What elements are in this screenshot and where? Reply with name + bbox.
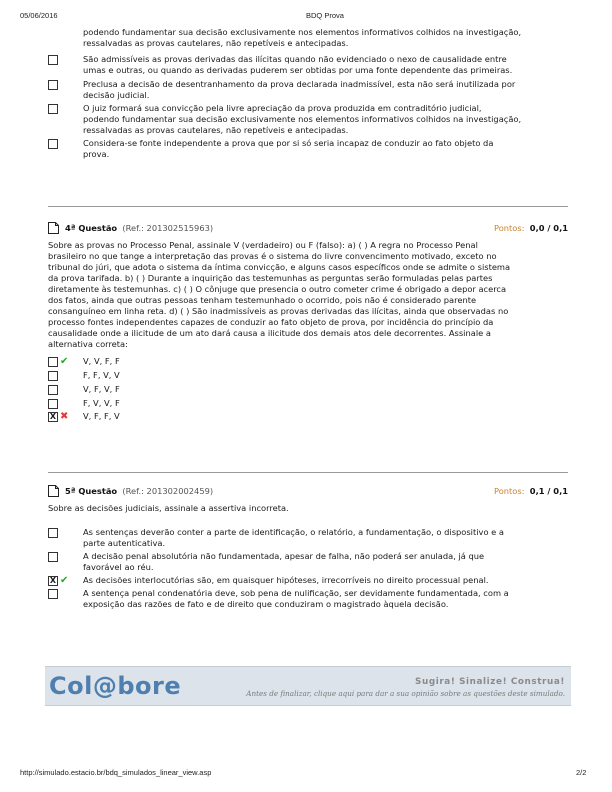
- logo-text: bore: [117, 672, 182, 700]
- correct-check-icon: ✔: [60, 356, 69, 367]
- text-line: tribunal do júri, que adota o sistema da íntima convicção, e alguns casos específicos onde se admite o sistema: [48, 262, 511, 272]
- option-mark: [60, 370, 72, 381]
- option-checkbox[interactable]: [48, 371, 58, 381]
- section-divider: [48, 472, 568, 473]
- option-checkbox[interactable]: [48, 357, 58, 367]
- print-date: 05/06/2016: [20, 11, 58, 20]
- points-label: Pontos:: [494, 486, 525, 496]
- option-text: As decisões interlocutórias são, em quaisquer hipóteses, irrecorríveis no direito processual penal.: [83, 575, 489, 585]
- option-text: A decisão penal absolutória não fundamentada, apesar de falha, não poderá ser anulada, já que: [83, 551, 485, 561]
- option-text: O juiz formará sua convicção pela livre apreciação da prova produzida em contraditório judicial,: [83, 103, 482, 113]
- q4-header: [48, 222, 568, 236]
- option-checkbox[interactable]: [48, 80, 58, 90]
- logo-text: Col: [49, 672, 93, 700]
- text-line: Sobre as provas no Processo Penal, assinale V (verdadeiro) ou F (falso): a) ( ) A regra no Processo Penal: [48, 240, 478, 250]
- option-checkbox[interactable]: [48, 139, 58, 149]
- text-line: dos fatos, ainda que outras pessoas tenham testemunhado o ocorrido, pois não é considerado parente: [48, 295, 477, 305]
- option-checkbox[interactable]: [48, 589, 58, 599]
- option-text: A sentença penal condenatória deve, sob pena de nulificação, ser devidamente fundamentada, com a: [83, 588, 509, 598]
- option-mark: [60, 398, 72, 409]
- option-checkbox[interactable]: X: [49, 576, 57, 585]
- option-text: São admissíveis as provas derivadas das ilícitas quando não evidenciado o nexo de causalidade entre: [83, 54, 507, 64]
- question-ref: (Ref.: 201302002459): [122, 486, 214, 496]
- option-text: As sentenças deverão conter a parte de identificação, o relatório, a fundamentação, o dispositivo e a: [83, 527, 504, 537]
- document-icon: [48, 222, 59, 234]
- option-mark: [60, 527, 72, 538]
- colabore-logo: [49, 673, 181, 699]
- text-line: consanguíneo em linha reta. d) ( ) São inadmissíveis as provas derivadas das ilícitas, ainda que observadas no: [48, 306, 509, 316]
- option-checkbox[interactable]: [48, 552, 58, 562]
- option-text: F, F, V, V: [83, 370, 120, 380]
- option-mark: [60, 384, 72, 395]
- text-line: podendo fundamentar sua decisão exclusivamente nos elementos informativos colhidos na investigação,: [83, 27, 522, 37]
- question-ref: (Ref.: 201302515963): [122, 223, 214, 233]
- points-value: 0,1 / 0,1: [529, 486, 568, 496]
- document-icon: [48, 485, 59, 497]
- text-line: alternativa correta:: [48, 339, 128, 349]
- option-checkbox[interactable]: [48, 104, 58, 114]
- points-label: Pontos:: [494, 223, 525, 233]
- option-text: Preclusa a decisão de desentranhamento da prova declarada inadmissível, esta não será inutilizada por: [83, 79, 516, 89]
- option-checkbox[interactable]: [48, 55, 58, 65]
- option-text: prova.: [83, 149, 110, 159]
- page-number: 2/2: [576, 768, 587, 777]
- option-text: F, V, V, F: [83, 398, 120, 408]
- logo-at: @: [92, 672, 118, 700]
- option-checkbox[interactable]: X: [49, 412, 57, 421]
- option-checkbox[interactable]: [48, 399, 58, 409]
- text-line: brasileiro no que tange a interpretação das provas é o sistema do livre convencimento motivado, exceto no: [48, 251, 497, 261]
- text-line: ressalvadas as provas cautelares, não repetíveis e antecipadas.: [83, 38, 349, 48]
- wrong-x-icon: ✖: [60, 411, 69, 422]
- option-text: umas e outras, ou quando as derivadas puderem ser obtidas por uma fonte dependente das primeiras.: [83, 65, 513, 75]
- colabore-feedback-banner[interactable]: [45, 666, 571, 706]
- text-line: causalidade onde a ilicitude de um ato dará causa a ilicitude dos demais atos dele decorrentes. Assinale a: [48, 328, 491, 338]
- question-number: 4ª Questão: [65, 223, 118, 233]
- correct-check-icon: ✔: [60, 575, 69, 586]
- option-text: Considera-se fonte independente a prova que por si só seria incapaz de conduzir ao fato objeto da: [83, 138, 494, 148]
- option-checkbox[interactable]: [48, 385, 58, 395]
- text-line: processo fontes independentes capazes de conduzir ao fato objeto de prova, por incidência do princípio da: [48, 317, 494, 327]
- text-line: diretamente às testemunhas. c) ( ) O cônjuge que presencia o outro cometer crime é obrigado a depor acerca: [48, 284, 507, 294]
- option-text: decisão judicial.: [83, 90, 150, 100]
- question-number: 5ª Questão: [65, 486, 118, 496]
- banner-slogan: Sugira! Sinalize! Construa!: [415, 677, 565, 687]
- option-mark: [60, 588, 72, 599]
- option-mark: [60, 551, 72, 562]
- option-text: exposição das razões de fato e de direito que conduziram o magistrado àquela decisão.: [83, 599, 449, 609]
- q5-statement: [48, 503, 573, 514]
- text-line: Sobre as decisões judiciais, assinale a assertiva incorreta.: [48, 503, 289, 513]
- page-url: http://simulado.estacio.br/bdq_simulados_linear_view.asp: [20, 768, 212, 777]
- option-text: V, F, F, V: [83, 411, 120, 421]
- option-text: ressalvadas as provas cautelares, não repetíveis e antecipadas.: [83, 125, 349, 135]
- q3-lead-text: [83, 27, 573, 49]
- option-checkbox[interactable]: [48, 528, 58, 538]
- option-text: parte autenticativa.: [83, 538, 166, 548]
- text-line: da prova tarifada. b) ( ) Durante a inquirição das testemunhas as perguntas serão formuladas pelas partes: [48, 273, 493, 283]
- points-value: 0,0 / 0,1: [529, 223, 568, 233]
- q4-statement: [48, 240, 573, 350]
- section-divider: [48, 206, 568, 207]
- option-text: favorável ao réu.: [83, 562, 154, 572]
- option-text: V, V, F, F: [83, 356, 120, 366]
- banner-feedback-link[interactable]: Antes de finalizar, clique aqui para dar a sua opinião sobre as questões deste simulado.: [246, 689, 565, 698]
- print-title: BDQ Prova: [306, 11, 344, 20]
- option-text: V, F, V, F: [83, 384, 120, 394]
- option-text: podendo fundamentar sua decisão exclusivamente nos elementos informativos colhidos na investigação,: [83, 114, 522, 124]
- q5-header: [48, 485, 568, 499]
